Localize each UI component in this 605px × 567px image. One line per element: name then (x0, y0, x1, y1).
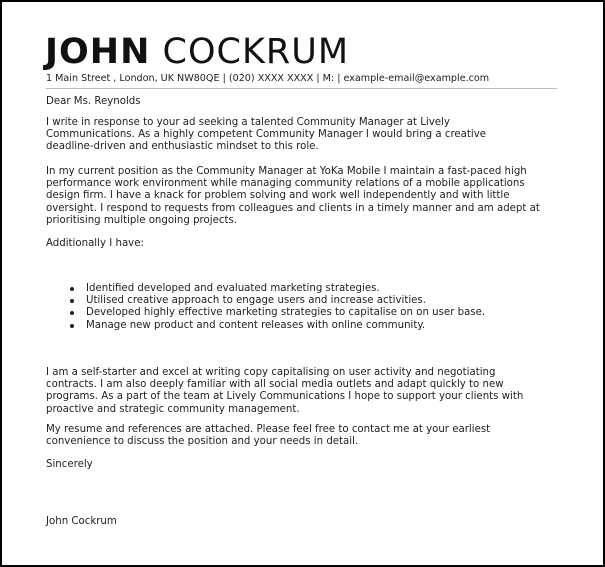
bullet-icon (70, 287, 74, 291)
signature-name: John Cockrum (46, 516, 117, 527)
list-item (66, 283, 566, 295)
list-item (66, 295, 566, 307)
list-item (66, 320, 566, 332)
paragraph-line: I write in response to your ad seeking a talented Community Manager at Lively (46, 117, 450, 128)
paragraph-line: In my current position as the Community Manager at YoKa Mobile I maintain a fast-paced high (46, 166, 527, 177)
paragraph-line: performance work environment while managing community relations of a mobile applications (46, 178, 525, 190)
paragraph-line: contracts. I am also deeply familiar with all social media outlets and adapt quickly to new (46, 379, 504, 391)
applicant-name (45, 30, 349, 74)
paragraph-line: I am a self-starter and excel at writing copy capitalising on user activity and negotiating (46, 367, 496, 378)
paragraph-line: prioritising multiple ongoing projects. (46, 214, 237, 226)
paragraph-line: convenience to discuss the position and your needs in detail. (46, 436, 359, 448)
bullet-icon (70, 311, 74, 315)
additionally-heading: Additionally I have: (46, 238, 144, 249)
paragraph-line: deadline-driven and enthusiastic mindset to this role. (46, 141, 319, 153)
paragraph-line: programs. As a part of the team at Lively Communications I hope to support your clients with (46, 391, 524, 403)
bullet-icon (70, 324, 74, 328)
paragraph-line: Communications. As a highly competent Community Manager I would bring a creative (46, 129, 487, 141)
salutation: Dear Ms. Reynolds (46, 96, 141, 107)
list-item-text: Developed highly effective marketing strategies to capitalise on on user base. (86, 307, 486, 319)
list-item (66, 307, 566, 319)
paragraph-intro (46, 117, 566, 154)
first-name: JOHN (45, 32, 151, 72)
paragraph-line: My resume and references are attached. Please feel free to contact me at your earliest (46, 424, 491, 435)
header-divider (46, 88, 557, 89)
paragraph-line: proactive and strategic community management. (46, 403, 300, 415)
paragraph-line: oversight. I respond to requests from colleagues and clients in a timely manner and am adept at (46, 202, 540, 214)
paragraph-line: design firm. I have a knack for problem solving and work well independently and with little (46, 190, 510, 202)
contact-line: 1 Main Street , London, UK NW80QE | (020) XXXX XXXX | M: | example-email@example.com (46, 73, 490, 84)
list-item-text: Identified developed and evaluated marketing strategies. (86, 283, 380, 294)
list-item-text: Utilised creative approach to engage users and increase activities. (86, 295, 426, 307)
closing-phrase: Sincerely (46, 459, 93, 470)
last-name: COCKRUM (162, 32, 350, 72)
list-item-text: Manage new product and content releases with online community. (86, 319, 426, 331)
achievements-list (66, 283, 566, 332)
paragraph-current-position (46, 166, 566, 227)
paragraph-closing (46, 424, 566, 448)
bullet-icon (70, 299, 74, 303)
paragraph-self-starter (46, 367, 566, 416)
